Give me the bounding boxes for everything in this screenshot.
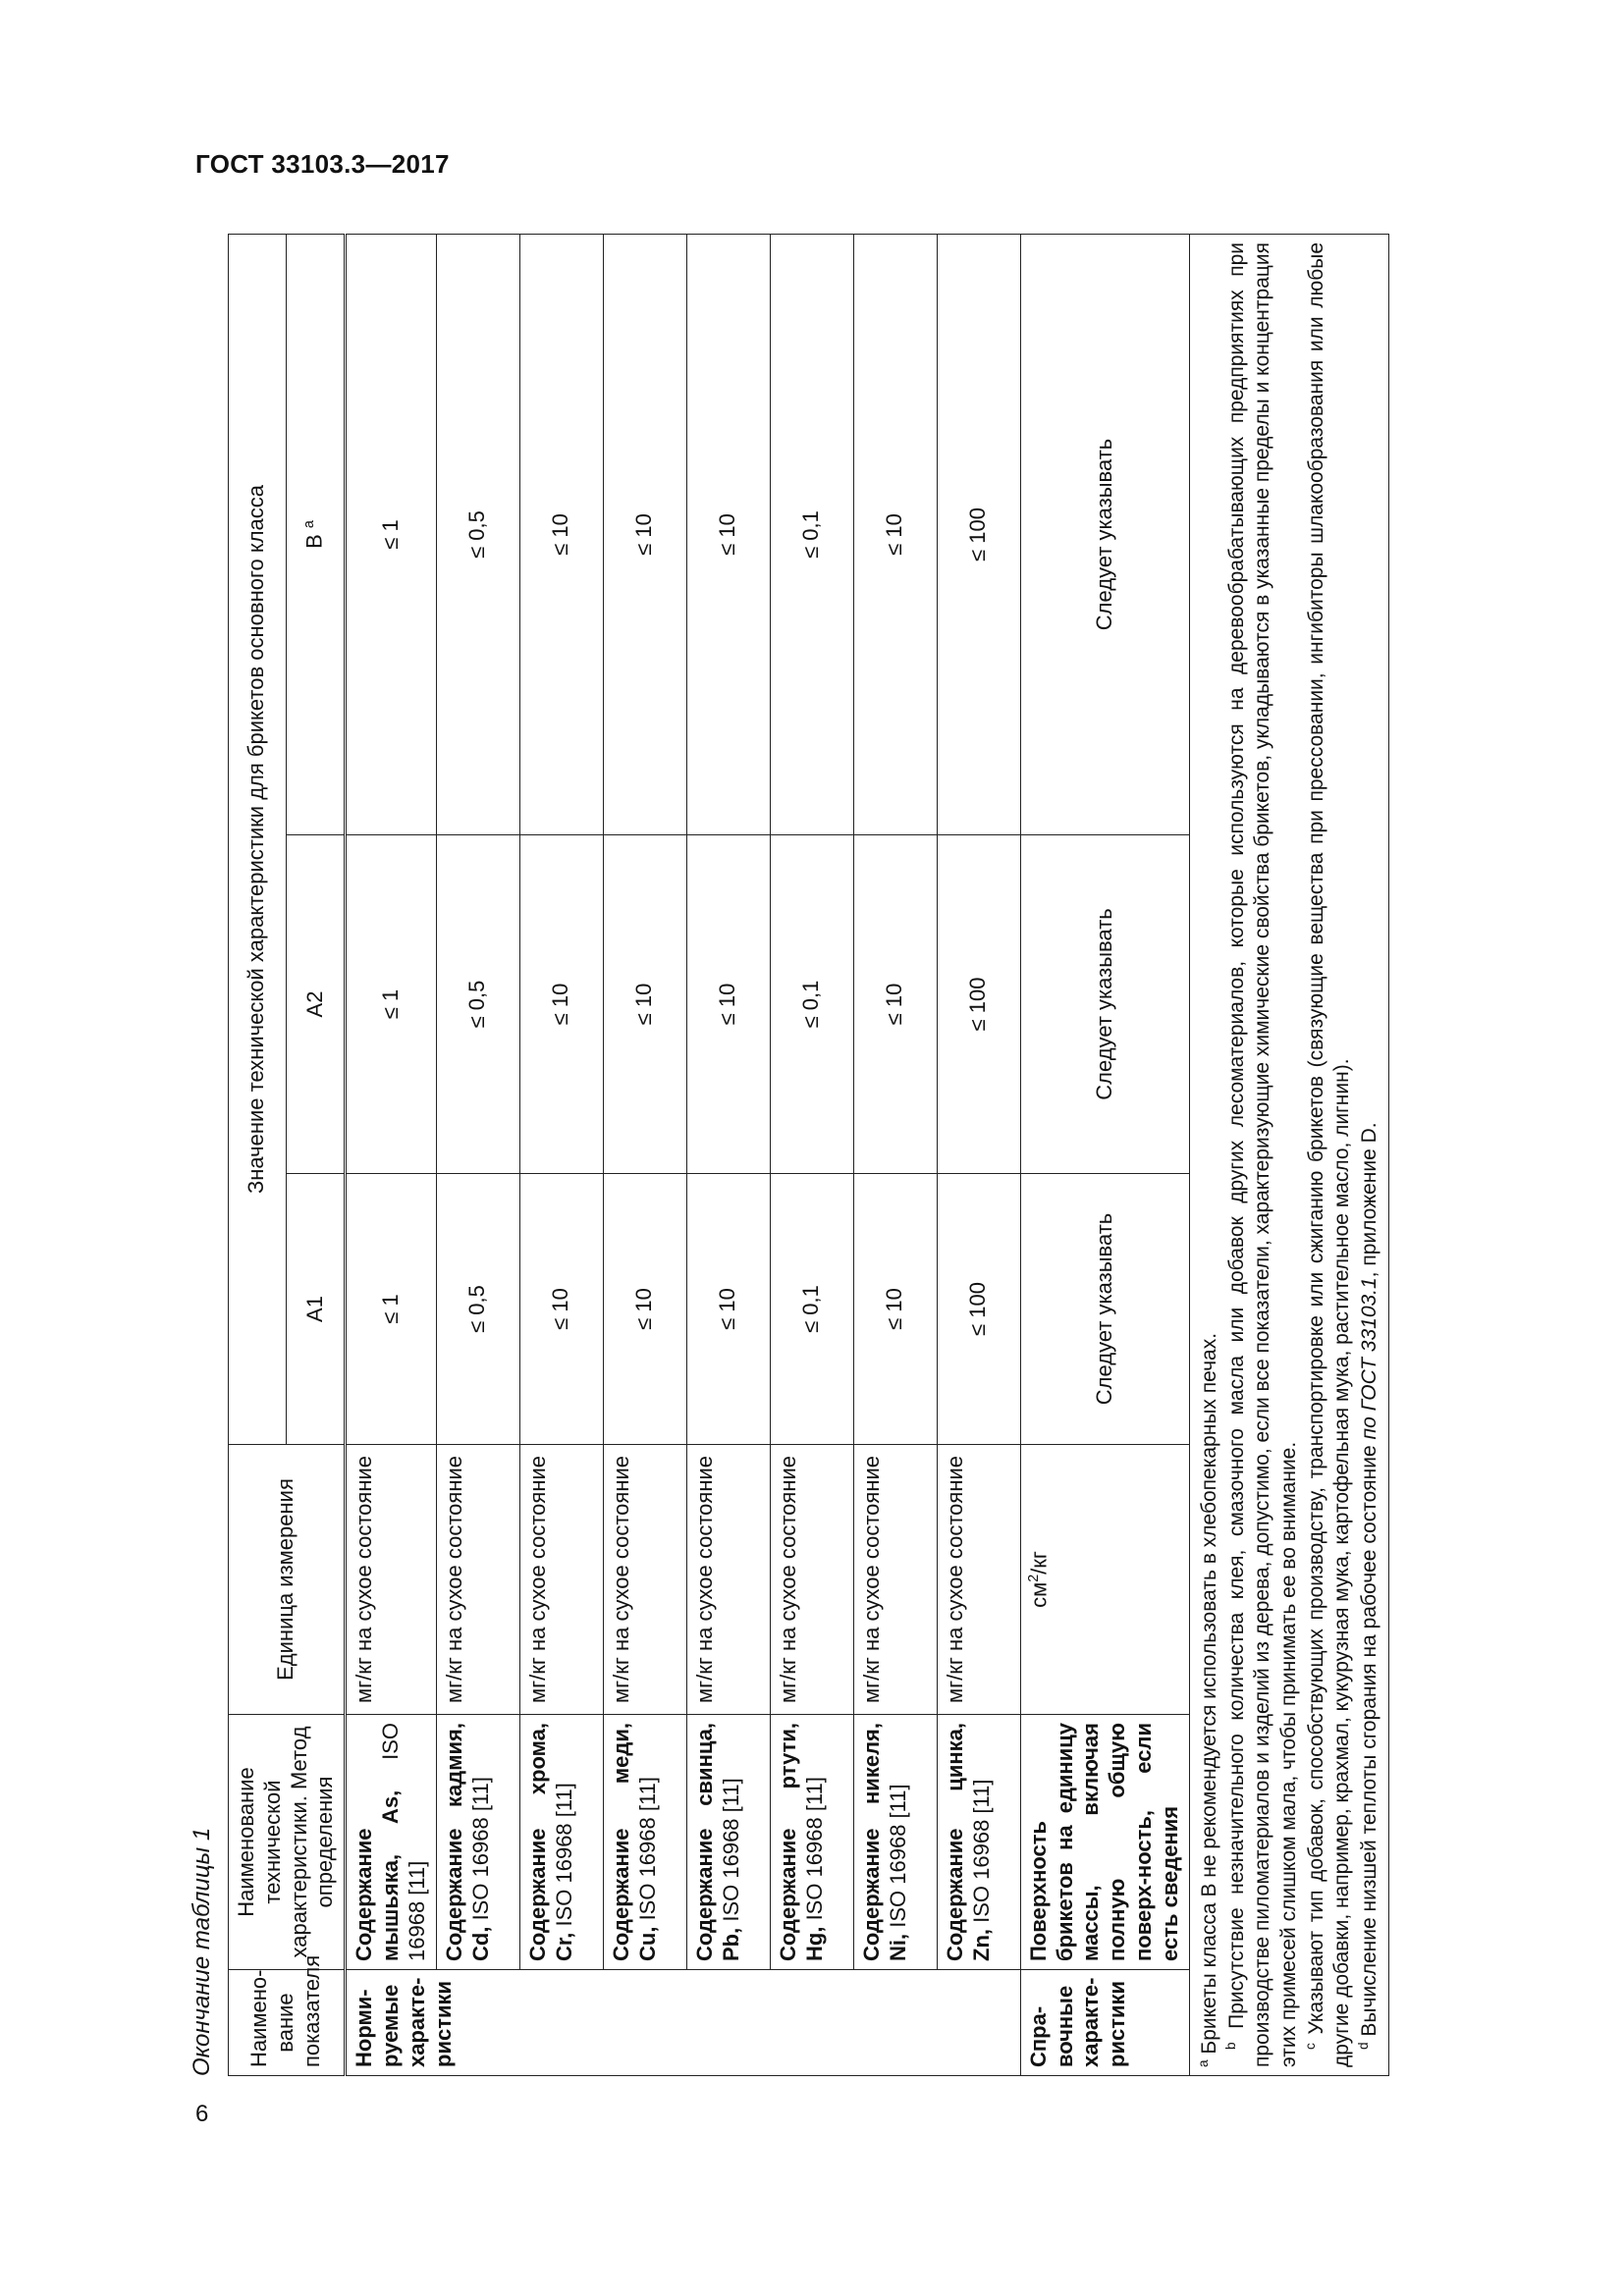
characteristic-name xyxy=(853,1715,937,1970)
header-class-a1: А1 xyxy=(286,1174,346,1445)
header-class-b xyxy=(286,234,346,834)
method-ref: ISO 16968 [11] xyxy=(551,1783,576,1933)
table-row xyxy=(937,234,1020,2075)
footnote-a-mark: a xyxy=(1195,2059,1211,2067)
group-reference: Спра-вочные характе-ристики xyxy=(1020,1970,1189,2076)
value-b: ≤ 10 xyxy=(519,234,603,834)
unit-cell: мг/кг на сухое состояние xyxy=(937,1445,1020,1715)
characteristic-name xyxy=(603,1715,686,1970)
value-a1: Следует указывать xyxy=(1020,1174,1189,1445)
value-a2: ≤ 0,1 xyxy=(770,835,853,1174)
unit-cell: мг/кг на сухое состояние xyxy=(770,1445,853,1715)
method-ref: ISO 16968 [11] xyxy=(718,1778,743,1928)
value-b: ≤ 100 xyxy=(937,234,1020,834)
footnote-d xyxy=(1355,242,1382,2067)
method-ref: ISO 16968 [11] xyxy=(634,1777,660,1927)
header-value-group: Значение технической характеристики для брикетов основного класса xyxy=(229,234,287,1444)
unit-cell: мг/кг на сухое состояние xyxy=(686,1445,770,1715)
footnotes xyxy=(1189,234,1388,2075)
value-a1: ≤ 0,1 xyxy=(770,1174,853,1445)
value-b: ≤ 10 xyxy=(853,234,937,834)
characteristic-title: Содержание мышьяка, As, xyxy=(352,1789,404,1961)
table-row xyxy=(770,234,853,2075)
page-number: 6 xyxy=(195,2101,209,2127)
unit-base: см xyxy=(1026,1581,1052,1608)
footnote-c-mark: c xyxy=(1302,2043,1318,2050)
unit-cell: мг/кг на сухое состояние xyxy=(346,1445,436,1715)
value-b: ≤ 10 xyxy=(603,234,686,834)
footnote-d-ref: по ГОСТ 33103.1 xyxy=(1358,1277,1381,1440)
value-a1: ≤ 10 xyxy=(853,1174,937,1445)
value-a1: ≤ 1 xyxy=(346,1174,436,1445)
characteristic-title: Содержание свинца, Pb, xyxy=(691,1723,743,1961)
value-b: ≤ 10 xyxy=(686,234,770,834)
value-a1: ≤ 10 xyxy=(686,1174,770,1445)
footnote-mark-a: a xyxy=(301,520,318,529)
characteristic-name xyxy=(519,1715,603,1970)
unit-cell: мг/кг на сухое состояние xyxy=(519,1445,603,1715)
document-code: ГОСТ 33103.3—2017 xyxy=(195,149,450,179)
characteristic-title: Содержание цинка, Zn, xyxy=(942,1723,994,1961)
header-unit: Единица измерения xyxy=(229,1445,346,1715)
characteristic-title: Содержание хрома, Cr, xyxy=(524,1723,576,1961)
value-a2: ≤ 10 xyxy=(853,835,937,1174)
method-ref: ISO 16968 [11] xyxy=(885,1784,910,1934)
value-a2: ≤ 10 xyxy=(603,835,686,1174)
value-a2: ≤ 0,5 xyxy=(436,835,519,1174)
characteristic-title: Поверхность брикетов на единицу массы, включая полную общую поверх-ность, если есть сведения xyxy=(1025,1723,1182,1961)
unit-cell: мг/кг на сухое состояние xyxy=(603,1445,686,1715)
characteristic-name xyxy=(346,1715,436,1970)
group-normative: Норми-руемые характе-ристики xyxy=(346,1970,1020,2076)
table-row xyxy=(686,234,770,2075)
value-a1: ≤ 10 xyxy=(603,1174,686,1445)
method-ref: ISO 16968 [11] xyxy=(801,1777,827,1927)
unit-cell: мг/кг на сухое состояние xyxy=(853,1445,937,1715)
header-characteristic-name: Наименование технической характеристики. Метод определения xyxy=(229,1715,346,1970)
unit-power: 2 xyxy=(1025,1574,1042,1582)
footnote-d-text: Вычисление низшей теплоты сгорания на рабочее состояние xyxy=(1358,1439,1381,2043)
table-row xyxy=(603,234,686,2075)
method-ref: ISO 16968 [11] xyxy=(378,1722,429,1961)
characteristic-name xyxy=(686,1715,770,1970)
rotated-table-block xyxy=(187,231,1414,2076)
footnote-d-mark: d xyxy=(1356,2042,1372,2050)
table-caption: Окончание таблицы 1 xyxy=(189,1827,215,2076)
characteristic-title: Содержание кадмия, Cd, xyxy=(441,1723,493,1961)
footnote-a xyxy=(1195,242,1222,2067)
characteristic-name xyxy=(1020,1715,1189,1970)
unit-tail: /кг xyxy=(1026,1551,1052,1575)
footnote-c xyxy=(1302,242,1356,2067)
table-row xyxy=(1020,234,1189,2075)
footnote-d-tail: , приложение D. xyxy=(1358,1122,1381,1278)
characteristic-title: Содержание ртути, Hg, xyxy=(775,1723,827,1961)
value-a2: ≤ 1 xyxy=(346,835,436,1174)
footnote-b xyxy=(1222,242,1302,2067)
table-row xyxy=(853,234,937,2075)
value-b: ≤ 0,1 xyxy=(770,234,853,834)
value-a1: ≤ 100 xyxy=(937,1174,1020,1445)
value-b: ≤ 0,5 xyxy=(436,234,519,834)
table-row xyxy=(346,234,436,2075)
footnote-b-text: Присутствие незначительного количества клея, смазочного масла или добавок других лесоматериалов, которые используются на деревообрабатывающих предприятиях при производстве пиломатериалов и изделий из дерева, допустимо, если все показатели, характеризующие химические свойства брикетов, укладываются в указанные пределы и концентрация этих примесей слишком мала, чтобы принимать ее во внимание. xyxy=(1225,241,1300,2067)
header-class-a2: А2 xyxy=(286,835,346,1174)
footnote-c-text: Указывают тип добавок, способствующих производству, транспортировке или сжиганию брикетов (связующие вещества при прессовании, ингибиторы шлакообразования или любые другие добавки, например, крахмал, кукурузная мука, картофельная мука, растительное масло, лигнин). xyxy=(1304,241,1354,2067)
header-class-b-label: В xyxy=(301,534,327,549)
characteristic-title: Содержание меди, Cu, xyxy=(608,1723,660,1961)
characteristic-name xyxy=(436,1715,519,1970)
footnote-b-mark: b xyxy=(1223,2042,1239,2050)
value-b: Следует указывать xyxy=(1020,234,1189,834)
unit-cell: мг/кг на сухое состояние xyxy=(436,1445,519,1715)
table-row xyxy=(519,234,603,2075)
characteristic-title: Содержание никеля, Ni, xyxy=(858,1723,910,1961)
value-a1: ≤ 10 xyxy=(519,1174,603,1445)
value-a2: Следует указывать xyxy=(1020,835,1189,1174)
header-indicator-name: Наимено-вание показателя xyxy=(229,1970,346,2076)
characteristic-name xyxy=(770,1715,853,1970)
unit-cell xyxy=(1020,1445,1189,1715)
value-a1: ≤ 0,5 xyxy=(436,1174,519,1445)
value-b: ≤ 1 xyxy=(346,234,436,834)
characteristic-name xyxy=(937,1715,1020,1970)
characteristics-table xyxy=(228,234,1389,2076)
notes-row xyxy=(1189,234,1388,2075)
value-a2: ≤ 100 xyxy=(937,835,1020,1174)
method-ref: ISO 16968 [11] xyxy=(968,1779,994,1929)
value-a2: ≤ 10 xyxy=(519,835,603,1174)
table-row xyxy=(436,234,519,2075)
method-ref: ISO 16968 [11] xyxy=(467,1777,493,1927)
value-a2: ≤ 10 xyxy=(686,835,770,1174)
footnote-a-text: Брикеты класса В не рекомендуется использовать в хлебопекарных печах. xyxy=(1197,1332,1220,2060)
